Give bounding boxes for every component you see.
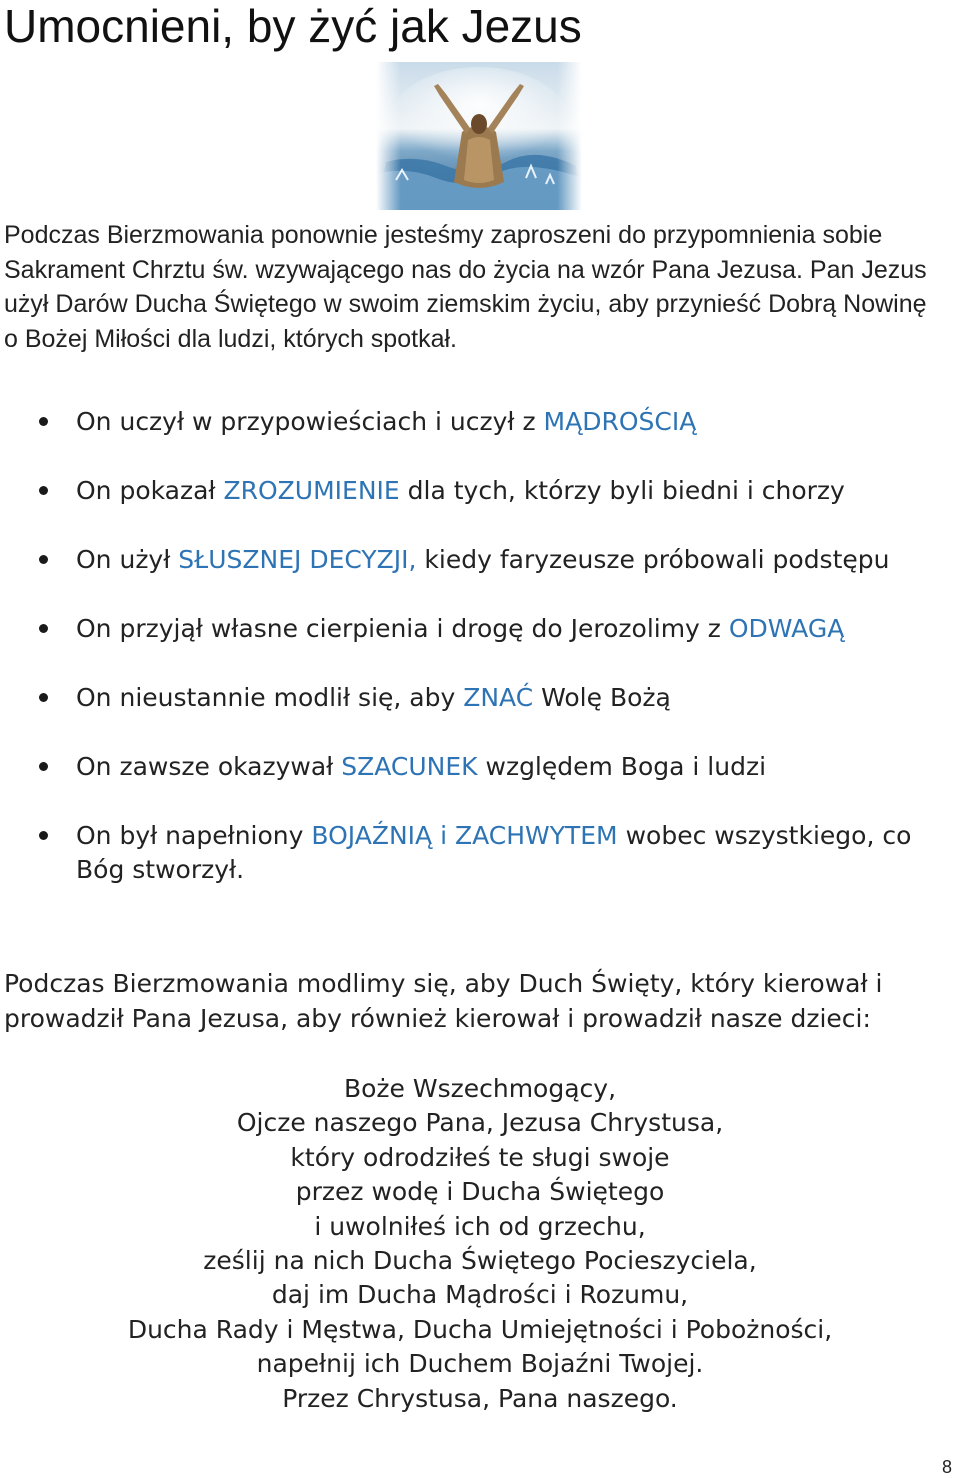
prayer-line: Ducha Rady i Męstwa, Ducha Umiejętności i Pobożności, [127, 1314, 833, 1344]
gift-highlight: ZROZUMIENIE [223, 476, 400, 505]
bullet-text: Wolę Bożą [533, 683, 671, 712]
jesus-baptism-image [376, 62, 582, 210]
bullet-text: On nieustannie modlił się, aby [76, 683, 464, 712]
intro-paragraph: Podczas Bierzmowania ponownie jesteśmy zaproszeni do przypomnienia sobie Sakrament Chrztu św. wzywającego nas do życia na wzór Pana Jezusa. Pan Jezus użył Darów Ducha Świętego w swoim ziemskim życiu, aby przynieść Dobrą Nowinę o Bożej Miłości dla ludzi, których spotkał. [4, 221, 927, 353]
gift-highlight: SŁUSZNEJ DECYZJI, [178, 545, 417, 574]
prayer-line: przez wodę i Ducha Świętego [295, 1177, 665, 1207]
closing-paragraph: Podczas Bierzmowania modlimy się, aby Duch Święty, który kierował i prowadził Pana Jezusa, aby również kierował i prowadził nasze dzieci: [4, 969, 883, 1033]
bullet-text: względem Boga i ludzi [477, 752, 767, 781]
prayer-line: daj im Ducha Mądrości i Rozumu, [271, 1280, 689, 1310]
prayer-line: który odrodziłeś te sługi swoje [290, 1142, 670, 1172]
bullet-text: On uczył w przypowieściach i uczył z [76, 407, 544, 436]
bullet-icon [39, 624, 48, 633]
page-title: Umocnieni, by żyć jak Jezus [4, 0, 582, 52]
gift-highlight: MĄDROŚCIĄ [543, 407, 697, 436]
prayer-line: i uwolniłeś ich od grzechu, [314, 1211, 646, 1241]
gift-highlight: BOJAŹNIĄ i ZACHWYTEM [311, 821, 618, 850]
bullet-icon [39, 555, 48, 564]
bullet-text: On użył [76, 545, 179, 574]
prayer-block [0, 1072, 960, 1416]
bullet-icon [39, 417, 48, 426]
bullet-icon [39, 762, 48, 771]
prayer-line: napełnij ich Duchem Bojaźni Twojej. [256, 1349, 704, 1379]
bullet-text: On zawsze okazywał [76, 752, 342, 781]
gift-highlight: ZNAĆ [463, 683, 534, 712]
bullet-icon [39, 693, 48, 702]
gift-highlight: SZACUNEK [341, 752, 478, 781]
prayer-line: ześlij na nich Ducha Świętego Pocieszyciela, [203, 1246, 757, 1276]
bullet-text: On był napełniony [76, 821, 312, 850]
bullet-text: kiedy faryzeusze próbowali podstępu [416, 545, 890, 574]
prayer-line: Boże Wszechmogący, [343, 1074, 617, 1103]
bullet-text: On pokazał [76, 476, 224, 505]
bullet-text: On przyjął własne cierpienia i drogę do Jerozolimy z [76, 614, 729, 643]
bullet-text: dla tych, którzy byli biedni i chorzy [399, 476, 845, 505]
bullet-icon [39, 486, 48, 495]
bullet-text: wobec wszystkiego, co Bóg stworzył. [76, 821, 912, 884]
page-number: 8 [941, 1457, 952, 1477]
gift-highlight: ODWAGĄ [728, 614, 845, 643]
prayer-line: Ojcze naszego Pana, Jezusa Chrystusa, [236, 1108, 724, 1138]
prayer-line: Przez Chrystusa, Pana naszego. [282, 1383, 678, 1413]
bullet-icon [39, 831, 48, 840]
